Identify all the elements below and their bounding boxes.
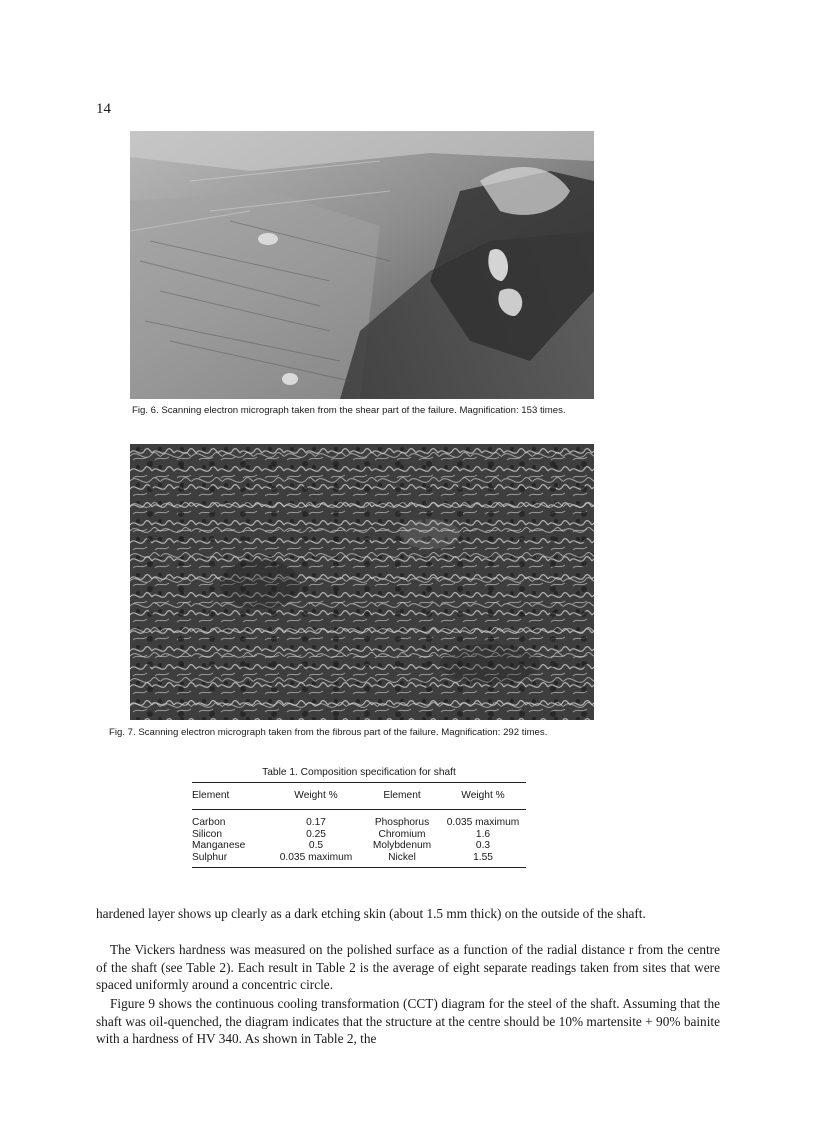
page-number: 14 (96, 101, 111, 117)
table-header-cell: Element (383, 790, 421, 801)
table-cell: 0.25 (306, 828, 326, 840)
figure-6-caption-text: Scanning electron micrograph taken from the shear part of the failure. Magnification: 153 times. (161, 405, 566, 416)
body-paragraph: Figure 9 shows the continuous cooling transformation (CCT) diagram for the steel of the shaft. Assuming that the shaft was oil-quenched, the diagram indicates that the structure at the centre should be 10% martensite + 90% bainite with a hardness of HV 340. As shown in Table 2, the (96, 996, 720, 1047)
table-cell: 0.5 (308, 840, 324, 851)
body-paragraph: hardened layer shows up clearly as a dark etching skin (about 1.5 mm thick) on the outside of the shaft. (96, 906, 646, 921)
table-cell: 0.035 maximum (446, 817, 520, 828)
figure-7-micrograph (130, 444, 594, 720)
table-1-title: Table 1. Composition specification for shaft (262, 767, 456, 778)
table-cell: Phosphorus (374, 817, 430, 828)
figure-7-caption (109, 727, 547, 738)
micrograph-fibrous-image (130, 444, 594, 720)
table-row (192, 852, 526, 864)
figure-6-caption (132, 405, 566, 416)
table-header-cell: Weight % (294, 790, 338, 801)
table-cell: Carbon (192, 817, 226, 828)
figure-7-caption-text: Scanning electron micrograph taken from the fibrous part of the failure. Magnification: 292 times. (138, 727, 548, 738)
table-header-row (192, 783, 526, 807)
table-row (192, 829, 526, 841)
table-cell: Silicon (192, 828, 223, 840)
table-cell: 0.035 maximum (279, 851, 353, 863)
figure-7-label: Fig. 7. (109, 727, 136, 738)
table-cell: Chromium (378, 828, 426, 840)
table-1 (192, 767, 526, 868)
table-cell: Molybdenum (372, 840, 432, 851)
table-cell: 1.55 (473, 851, 493, 863)
figure-6-label: Fig. 6. (132, 405, 159, 416)
figure-6-micrograph (130, 131, 594, 399)
table-cell: 0.17 (306, 817, 326, 828)
table-bottom-rule (192, 867, 526, 868)
table-body (192, 810, 526, 867)
table-row (192, 817, 526, 829)
table-cell: Manganese (192, 840, 246, 851)
table-header-cell: Element (192, 790, 230, 801)
micrograph-shear-image (130, 131, 594, 399)
table-cell: 1.6 (475, 828, 491, 840)
table-header-cell: Weight % (461, 790, 505, 801)
table-cell: 0.3 (475, 840, 491, 851)
table-cell: Nickel (388, 851, 416, 863)
table-row (192, 840, 526, 852)
table-cell: Sulphur (192, 851, 228, 863)
body-paragraph: The Vickers hardness was measured on the polished surface as a function of the radial distance r from the centre of the shaft (see Table 2). Each result in Table 2 is the average of eight separate readings taken from sites that were spaced uniformly around a concentric circle. (96, 942, 720, 993)
